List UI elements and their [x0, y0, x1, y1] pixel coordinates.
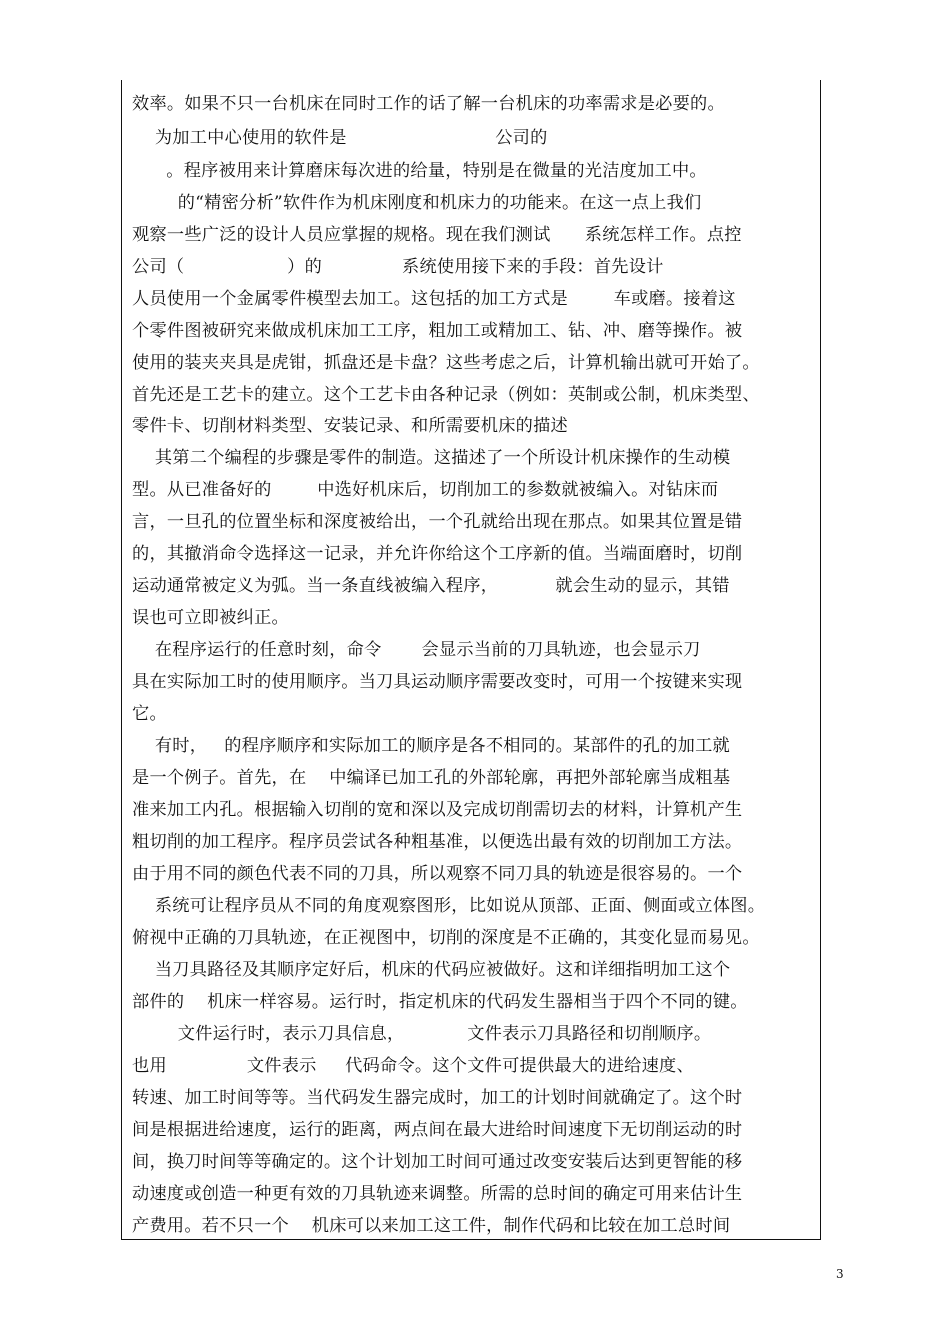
text-line: 效率。如果不只一台机床在同时工作的话了解一台机床的功率需求是必要的。	[132, 94, 725, 114]
text-line: 具在实际加工时的使用顺序。当刀具运动顺序需要改变时，可用一个按键来实现	[132, 672, 743, 692]
text-line: 人员使用一个金属零件模型去加工。这包括的加工方式是 车或磨。接着这	[132, 289, 736, 309]
text-line: 当刀具路径及其顺序定好后，机床的代码应被做好。这和详细指明加工这个	[132, 960, 731, 980]
text-line: 由于用不同的颜色代表不同的刀具，所以观察不同刀具的轨迹是很容易的。一个	[132, 864, 743, 884]
text-line: 个零件图被研究来做成机床加工工序，粗加工或精加工、钻、冲、磨等操作。被	[132, 321, 743, 341]
text-line: 其第二个编程的步骤是零件的制造。这描述了一个所设计机床操作的生动模	[132, 448, 731, 468]
text-line: 运动通常被定义为弧。当一条直线被编入程序， 就会生动的显示，其错	[132, 576, 730, 596]
text-line: 为加工中心使用的软件是 公司的	[132, 128, 548, 148]
text-line: 在程序运行的任意时刻，命令 会显示当前的刀具轨迹，也会显示刀	[132, 640, 701, 660]
text-line: 使用的装夹夹具是虎钳，抓盘还是卡盘？这些考虑之后，计算机输出就可开始了。	[132, 353, 760, 373]
text-line: 言，一旦孔的位置坐标和深度被给出，一个孔就给出现在那点。如果其位置是错	[132, 512, 743, 532]
page-number: 3	[836, 1267, 844, 1281]
text-line: 产费用。若不只一个 机床可以来加工这工件，制作代码和比较在加工总时间	[132, 1216, 731, 1236]
text-line: 它。	[132, 704, 167, 724]
text-line: 有时， 的程序顺序和实际加工的顺序是各不相同的。某部件的孔的加工就	[132, 736, 730, 756]
text-line: 间，换刀时间等等确定的。这个计划加工时间可通过改变安装后达到更智能的移	[132, 1152, 743, 1172]
text-line: 系统可让程序员从不同的角度观察图形，比如说从顶部、正面、侧面或立体图。	[132, 896, 766, 916]
text-line: 粗切削的加工程序。程序员尝试各种粗基准，以便选出最有效的切削加工方法。	[132, 832, 743, 852]
text-line: 首先还是工艺卡的建立。这个工艺卡由各种记录（例如：英制或公制，机床类型、	[132, 385, 760, 405]
text-line: 间是根据进给速度，运行的距离，两点间在最大进给时间速度下无切削运动的时	[132, 1120, 743, 1140]
text-line: 部件的 机床一样容易。运行时，指定机床的代码发生器相当于四个不同的键。	[132, 992, 748, 1012]
text-line: 也用 文件表示 代码命令。这个文件可提供最大的进给速度、	[132, 1056, 694, 1076]
text-line: 型。从已准备好的 中选好机床后，切削加工的参数就被编入。对钻床而	[132, 480, 719, 500]
text-line: 观察一些广泛的设计人员应掌握的规格。现在我们测试 系统怎样工作。点控	[132, 225, 742, 245]
text-line: 动速度或创造一种更有效的刀具轨迹来调整。所需的总时间的确定可用来估计生	[132, 1184, 743, 1204]
text-line: 准来加工内孔。根据输入切削的宽和深以及完成切削需切去的材料，计算机产生	[132, 800, 743, 820]
text-line: 误也可立即被纠正。	[132, 608, 289, 628]
text-line: 文件运行时，表示刀具信息， 文件表示刀具路径和切削顺序。	[132, 1024, 712, 1044]
text-line: 转速、加工时间等等。当代码发生器完成时，加工的计划时间就确定了。这个时	[132, 1088, 743, 1108]
text-line: 零件卡、切削材料类型、安装记录、和所需要机床的描述	[132, 416, 568, 436]
text-line: 的“精密分析”软件作为机床刚度和机床力的功能来。在这一点上我们	[132, 193, 702, 213]
text-line: 俯视中正确的刀具轨迹，在正视图中，切削的深度是不正确的，其变化显而易见。	[132, 928, 760, 948]
text-line: 是一个例子。首先，在 中编译已加工孔的外部轮廓，再把外部轮廓当成粗基	[132, 768, 731, 788]
text-line: 公司（ ）的 系统使用接下来的手段：首先设计	[132, 257, 664, 277]
text-line: 的，其撤消命令选择这一记录，并允许你给这个工序新的值。当端面磨时，切削	[132, 544, 743, 564]
text-line: 。程序被用来计算磨床每次进的给量，特别是在微量的光洁度加工中。	[132, 161, 707, 181]
